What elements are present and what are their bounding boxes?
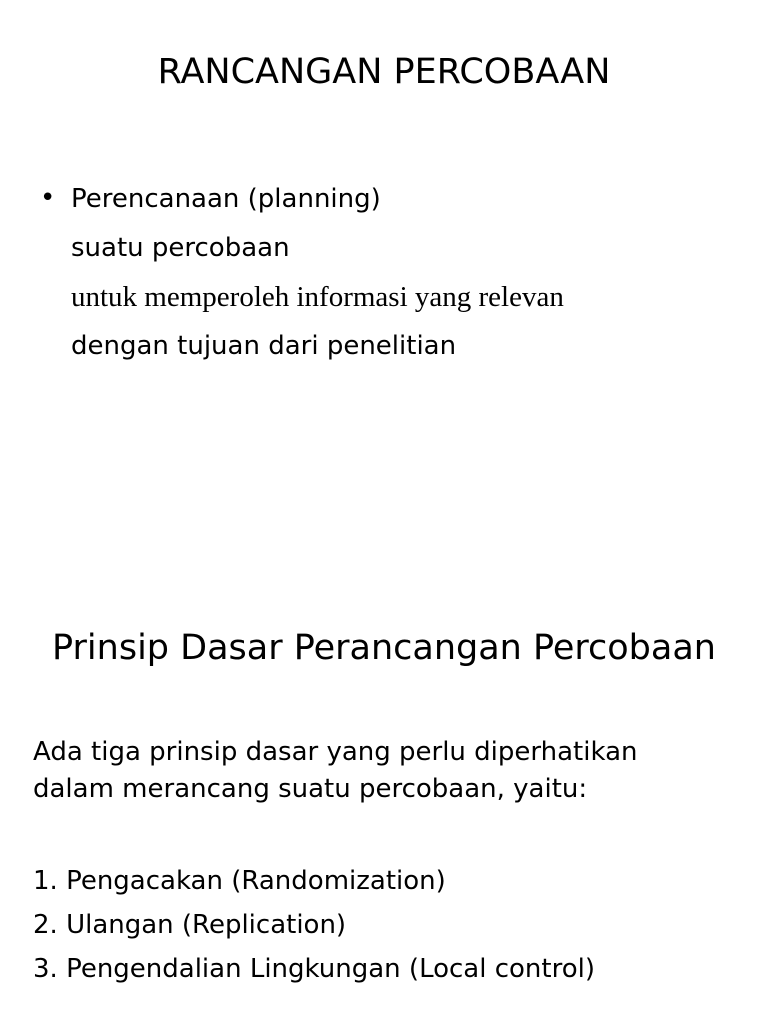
intro-paragraph [33,734,733,808]
slide-title: RANCANGAN PERCOBAAN [157,52,611,92]
slide-prinsip-dasar [0,512,768,1024]
principles-list [33,859,733,991]
bullet-line: Perencanaan (planning) [71,184,381,214]
slide-title: Prinsip Dasar Perancangan Percobaan [52,628,716,668]
list-item: 1. Pengacakan (Randomization) [33,866,446,896]
bullet-line: suatu percobaan [71,233,290,263]
bullet-list [40,175,740,371]
list-item: 3. Pengendalian Lingkungan (Local control) [33,954,595,984]
bullet-dot-icon: • [40,183,56,213]
bullet-item [40,175,740,371]
list-item: 2. Ulangan (Replication) [33,910,347,940]
intro-line: Ada tiga prinsip dasar yang perlu diperhatikan [33,737,638,767]
intro-line: dalam merancang suatu percobaan, yaitu: [33,774,588,804]
bullet-line: dengan tujuan dari penelitian [71,331,457,361]
bullet-line: untuk memperoleh informasi yang relevan [71,281,564,313]
